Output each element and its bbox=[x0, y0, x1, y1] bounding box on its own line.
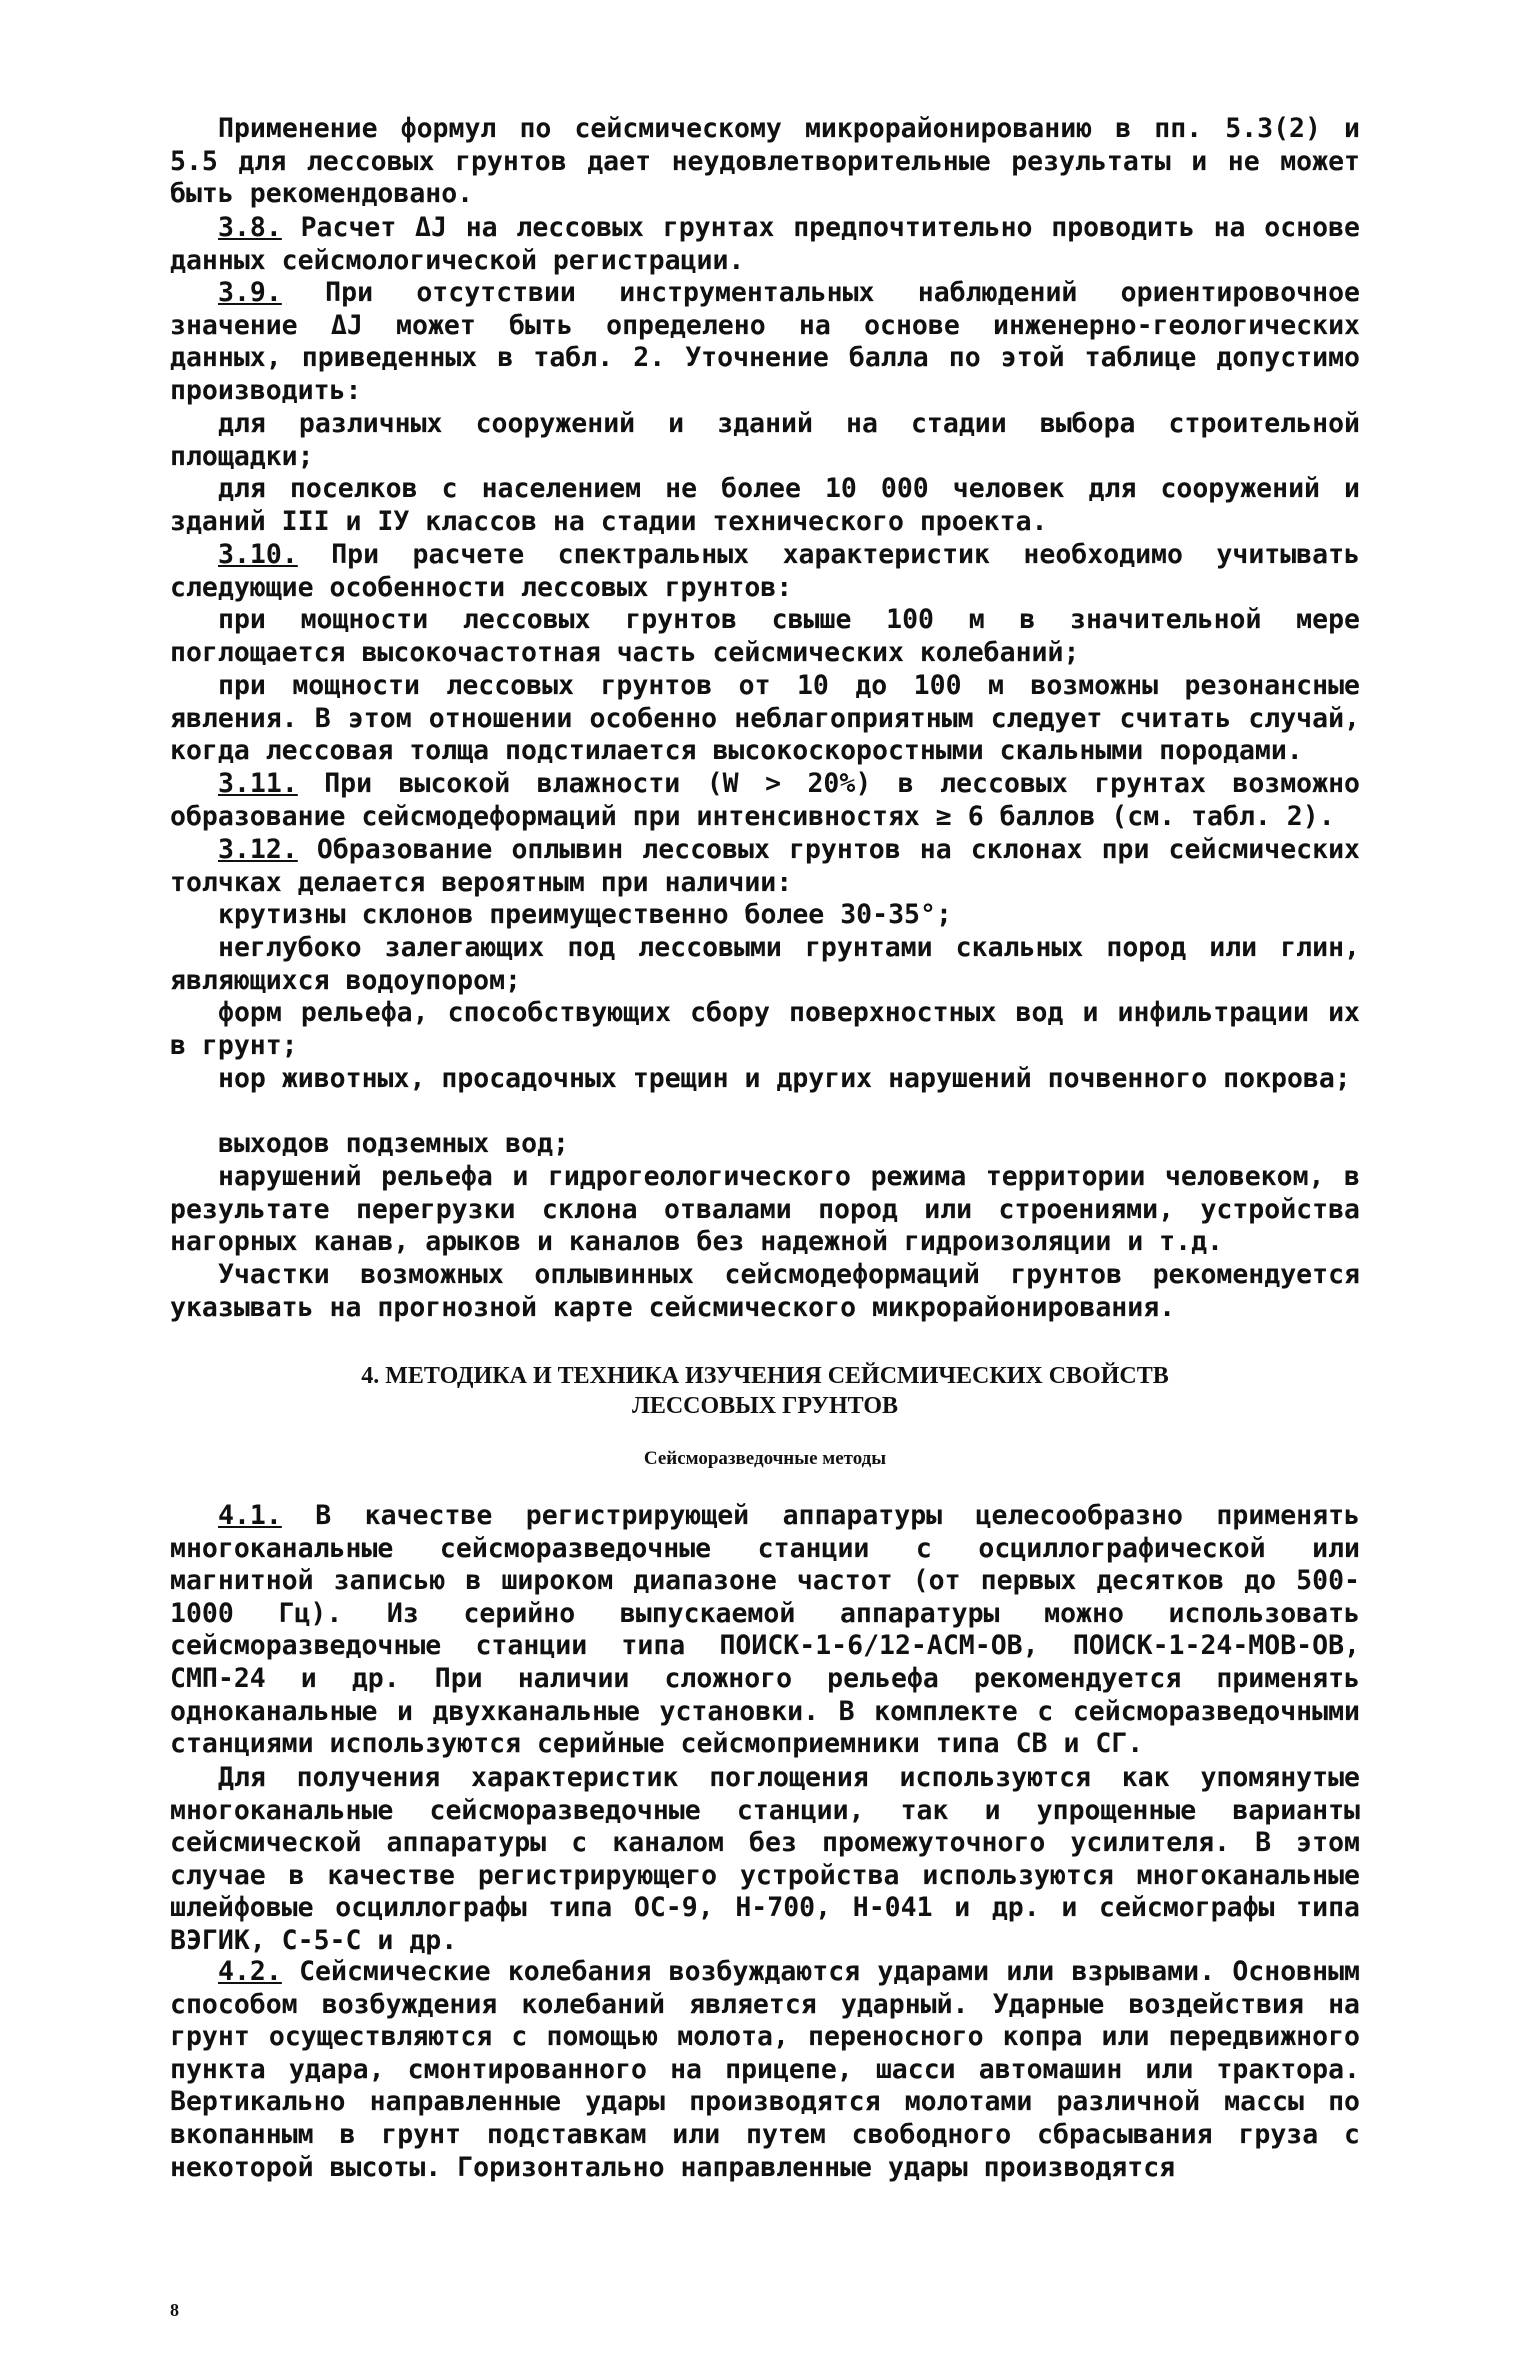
paragraph-q2: Для получения характеристик поглощения используются как упомянутые многоканальные сейсморазведочные станции, так и упрощенные варианты сейсмической аппаратуры с каналом без промежуточного усилителя. В этом случае в качестве регистрирующего устройства используются многоканальные шлейфовые осциллографы типа ОС-9, Н-700, Н-041 и др. и сейсмографы типа ВЭГИК, С-5-С и др. bbox=[170, 1762, 1360, 1956]
paragraph-p11: крутизны склонов преимущественно более 30-35°; bbox=[218, 899, 952, 930]
paragraph-p5: для поселков с населением не более 10 000 человек для сооружений и зданий III и IУ классов на стадии технического проекта. bbox=[170, 473, 1360, 537]
section-subtitle: Сейсморазведочные методы bbox=[643, 1448, 887, 1469]
paragraph-p8: при мощности лессовых грунтов от 10 до 100 м возможны резонансные явления. В этом отношении особенно неблагоприятным следует считать случай, когда лессовая толща подстилается высокоскоростными скальными породами. bbox=[170, 670, 1360, 767]
paragraph-4-2: 4.2. Сейсмические колебания возбуждаются ударами или взрывами. Основным способом возбуждения колебаний является ударный. Ударные воздействия на грунт осуществляются с помощью молота, переносного копра или передвижного пункта удара, смонтированного на прицепе, шасси автомашин или трактора. Вертикально направленные удары производятся молотами различной массы по вкопанным в грунт подставкам или путем свободного сбрасывания груза с некоторой высоты. Горизонтально направленные удары производятся bbox=[170, 1956, 1360, 2183]
paragraph-p16: нарушений рельефа и гидрогеологического режима территории человеком, в результате перегрузки склона отвалами пород или строениями, устройства нагорных канав, арыков и каналов без надежной гидроизоляции и т.д. bbox=[170, 1161, 1360, 1258]
paragraph-p15: выходов подземных вод; bbox=[218, 1128, 569, 1159]
paragraph-p13: форм рельефа, способствующих сбору поверхностных вод и инфильтрации их в грунт; bbox=[170, 997, 1360, 1061]
paragraph-p7: при мощности лессовых грунтов свыше 100 м в значительной мере поглощается высокочастотная часть сейсмических колебаний; bbox=[170, 604, 1360, 668]
paragraph-p17: Участки возможных оплывинных сейсмодеформаций грунтов рекомендуется указывать на прогнозной карте сейсмического микрорайонирования. bbox=[170, 1259, 1360, 1323]
paragraph-4-1: 4.1. В качестве регистрирующей аппаратуры целесообразно применять многоканальные сейсморазведочные станции с осциллографической или магнитной записью в широком диапазоне частот (от первых десятков до 500-1000 Гц). Из серийно выпускаемой аппаратуры можно использовать сейсморазведочные станции типа ПОИСК-1-6/12-АСМ-ОВ, ПОИСК-1-24-МОВ-ОВ, СМП-24 и др. При наличии сложного рельефа рекомендуется применять одноканальные и двухканальные установки. В комплекте с сейсморазведочными станциями используются серийные сейсмоприемники типа СВ и СГ. bbox=[170, 1500, 1360, 1760]
paragraph-3-10: 3.10. При расчете спектральных характеристик необходимо учитывать следующие особенности лессовых грунтов: bbox=[170, 539, 1360, 603]
page-number: 8 bbox=[170, 2300, 179, 2320]
paragraph-p14: нор животных, просадочных трещин и других нарушений почвенного покрова; bbox=[218, 1063, 1351, 1094]
paragraph-p1: Применение формул по сейсмическому микрорайонированию в пп. 5.3(2) и 5.5 для лессовых грунтов дает неудовлетворительные результаты и не может быть рекомендовано. bbox=[170, 113, 1360, 210]
paragraph-p4: для различных сооружений и зданий на стадии выбора строительной площадки; bbox=[170, 408, 1360, 472]
paragraph-p12: неглубоко залегающих под лессовыми грунтами скальных пород или глин, являющихся водоупором; bbox=[170, 932, 1360, 996]
paragraph-3-9: 3.9. При отсутствии инструментальных наблюдений ориентировочное значение ΔJ может быть определено на основе инженерно-геологических данных, приведенных в табл. 2. Уточнение балла по этой таблице допустимо производить: bbox=[170, 277, 1360, 406]
paragraph-3-12: 3.12. Образование оплывин лессовых грунтов на склонах при сейсмических толчках делается вероятным при наличии: bbox=[170, 834, 1360, 898]
paragraph-3-8: 3.8. Расчет ΔJ на лессовых грунтах предпочтительно проводить на основе данных сейсмологической регистрации. bbox=[170, 212, 1360, 276]
section-title-line1: 4. МЕТОДИКА И ТЕХНИКА ИЗУЧЕНИЯ СЕЙСМИЧЕСКИХ СВОЙСТВ bbox=[361, 1363, 1169, 1389]
paragraph-3-11: 3.11. При высокой влажности (W > 20%) в лессовых грунтах возможно образование сейсмодеформаций при интенсивностях ≥ 6 баллов (см. табл. 2). bbox=[170, 768, 1360, 832]
section-title-line2: ЛЕССОВЫХ ГРУНТОВ bbox=[631, 1393, 899, 1419]
